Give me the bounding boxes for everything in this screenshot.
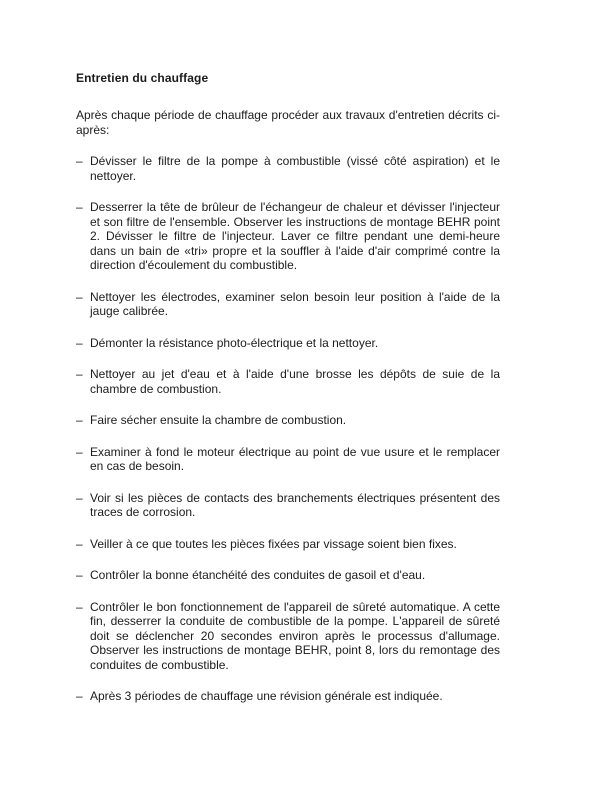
bullet-dash: – (76, 568, 83, 582)
list-item (76, 689, 500, 704)
list-item-text: Dévisser le filtre de la pompe à combustible (vissé côté aspiration) et le nettoyer. (90, 154, 500, 183)
bullet-dash: – (76, 335, 83, 350)
list-item-text: Veiller à ce que toutes les pièces fixées par vissage soient bien fixes. (90, 536, 457, 551)
bullet-dash: – (76, 689, 83, 703)
list-item-text: Contrôler la bonne étanchéité des conduites de gasoil et d'eau. (90, 568, 426, 582)
maintenance-list (76, 154, 500, 721)
bullet-dash: – (76, 536, 83, 551)
list-item (76, 290, 500, 319)
list-item-text: Après 3 périodes de chauffage une révision générale est indiquée. (90, 689, 443, 703)
list-item-text: Contrôler le bon fonctionnement de l'appareil de sûreté automatique. A cette fin, desserrer la conduite de combustible de la pompe. L'appareil de sûreté doit se déclencher 20 secondes environ après le processus d'allumage. Observer les instructions de montage BEHR, point 8, lors du remontage des conduites de combustible. (90, 599, 500, 672)
bullet-dash: – (76, 444, 83, 459)
list-item (76, 568, 500, 583)
bullet-dash: – (76, 200, 83, 214)
list-item-text: Nettoyer au jet d'eau et à l'aide d'une brosse les dépôts de suie de la chambre de combustion. (90, 367, 500, 396)
list-item (76, 413, 500, 428)
intro-paragraph: Après chaque période de chauffage procéder aux travaux d'entretien décrits ci-après: (76, 108, 500, 137)
list-item-text: Faire sécher ensuite la chambre de combustion. (90, 413, 347, 427)
bullet-dash: – (76, 367, 83, 381)
bullet-dash: – (76, 154, 83, 168)
list-item (76, 200, 500, 273)
list-item (76, 600, 500, 673)
bullet-dash: – (76, 490, 83, 505)
list-item (76, 491, 500, 520)
list-item-text: Voir si les pièces de contacts des branchements électriques présentent des traces de corrosion. (90, 490, 500, 519)
list-item-text: Démonter la résistance photo-électrique et la nettoyer. (90, 335, 379, 350)
list-item-text: Examiner à fond le moteur électrique au point de vue usure et le remplacer en cas de besoin. (90, 444, 500, 473)
bullet-dash: – (76, 599, 83, 614)
list-item-text: Nettoyer les électrodes, examiner selon besoin leur position à l'aide de la jauge calibrée. (90, 289, 500, 318)
bullet-dash: – (76, 289, 83, 304)
page-title: Entretien du chauffage (76, 71, 209, 85)
list-item (76, 336, 500, 351)
list-item (76, 367, 500, 396)
list-item (76, 445, 500, 474)
list-item (76, 537, 500, 552)
bullet-dash: – (76, 413, 83, 427)
list-item (76, 154, 500, 183)
list-item-text: Desserrer la tête de brûleur de l'échangeur de chaleur et dévisser l'injecteur et son filtre de l'ensemble. Observer les instructions de montage BEHR point 2. Dévisser le filtre de l'injecteur. Laver ce filtre pendant une demi-heure dans un bain de «tri» propre et la souffler à l'aide d'air comprimé contre la direction d'écoulement du combustible. (90, 200, 500, 272)
